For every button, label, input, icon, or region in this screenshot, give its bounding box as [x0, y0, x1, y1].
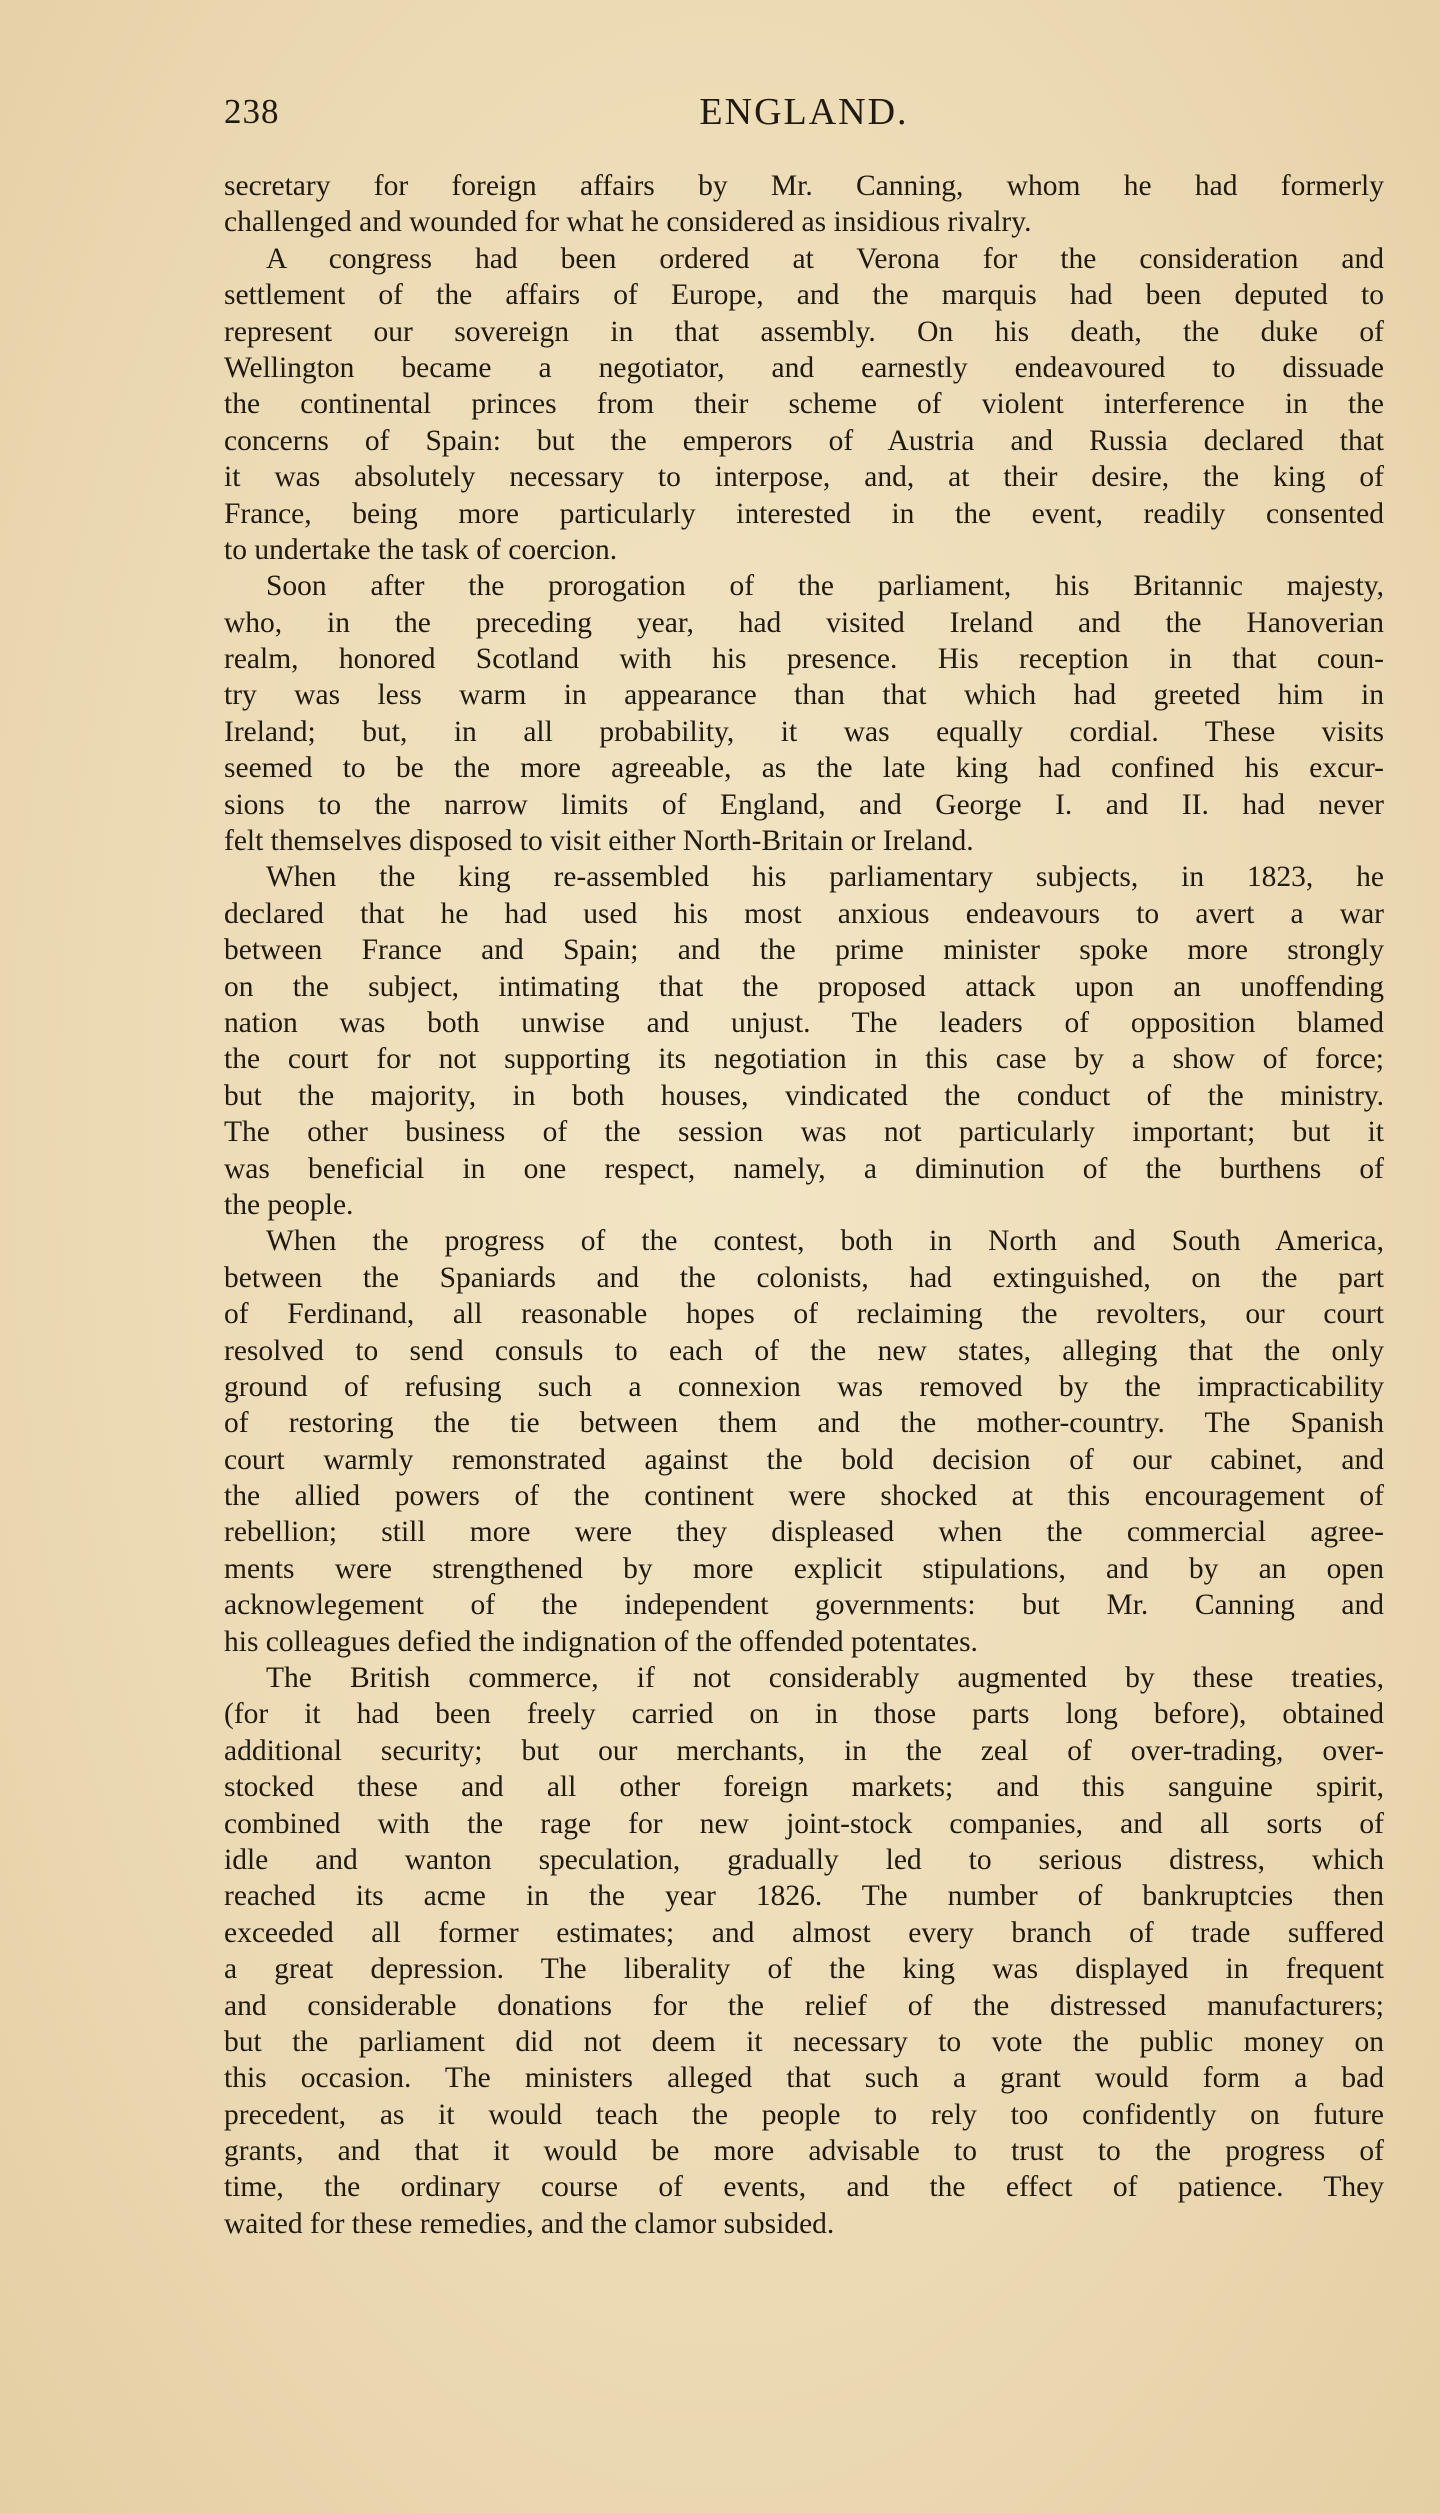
text-line: When the king re-assembled his parliamentary subjects, in 1823, he — [266, 861, 1384, 894]
page-header — [224, 92, 1384, 138]
text-line: A congress had been ordered at Verona for the consideration and — [266, 242, 1384, 275]
text-line: challenged and wounded for what he considered as insidious rivalry. — [224, 206, 1032, 239]
text-line: France, being more particularly interested in the event, readily consented — [224, 497, 1384, 530]
text-line: the court for not supporting its negotiation in this case by a show of force; — [224, 1043, 1384, 1076]
text-line: secretary for foreign affairs by Mr. Canning, whom he had formerly — [224, 170, 1384, 202]
text-line: acknowlegement of the independent governments: but Mr. Canning and — [224, 1589, 1384, 1622]
text-line: who, in the preceding year, had visited Ireland and the Hanoverian — [224, 606, 1384, 639]
text-line: exceeded all former estimates; and almost every branch of trade suffered — [224, 1916, 1384, 1949]
text-line: it was absolutely necessary to interpose, and, at their desire, the king of — [224, 461, 1384, 494]
text-line: the allied powers of the continent were shocked at this encouragement of — [224, 1480, 1384, 1513]
text-line: of Ferdinand, all reasonable hopes of reclaiming the revolters, our court — [224, 1298, 1384, 1331]
text-line: nation was both unwise and unjust. The leaders of opposition blamed — [224, 1006, 1384, 1039]
text-line: seemed to be the more agreeable, as the late king had confined his excur- — [224, 752, 1384, 785]
text-line: precedent, as it would teach the people to rely too confidently on future — [224, 2098, 1384, 2131]
text-line: and considerable donations for the relief of the distressed manufacturers; — [224, 1989, 1384, 2022]
text-line: between France and Spain; and the prime minister spoke more strongly — [224, 934, 1384, 967]
text-line: was beneficial in one respect, namely, a diminution of the burthens of — [224, 1152, 1384, 1185]
text-line: to undertake the task of coercion. — [224, 533, 618, 566]
text-line: stocked these and all other foreign markets; and this sanguine spirit, — [224, 1771, 1384, 1804]
body-text — [224, 168, 1384, 2242]
text-line: settlement of the affairs of Europe, and the marquis had been deputed to — [224, 279, 1384, 312]
text-line: waited for these remedies, and the clamor subsided. — [224, 2207, 835, 2240]
text-line: resolved to send consuls to each of the new states, alleging that the only — [224, 1334, 1384, 1367]
text-line: (for it had been freely carried on in those parts long before), obtained — [224, 1698, 1384, 1731]
text-line: represent our sovereign in that assembly. On his death, the duke of — [224, 315, 1384, 348]
text-line: ground of refusing such a connexion was removed by the impracticability — [224, 1370, 1384, 1403]
text-line: but the majority, in both houses, vindicated the conduct of the ministry. — [224, 1079, 1384, 1112]
text-line: ments were strengthened by more explicit stipulations, and by an open — [224, 1552, 1384, 1585]
text-line: between the Spaniards and the colonists, had extinguished, on the part — [224, 1261, 1384, 1294]
text-line: additional security; but our merchants, in the zeal of over-trading, over- — [224, 1734, 1384, 1767]
text-line: Wellington became a negotiator, and earnestly endeavoured to dissuade — [224, 351, 1384, 384]
text-line: idle and wanton speculation, gradually led to serious distress, which — [224, 1843, 1384, 1876]
text-line: The other business of the session was not particularly important; but it — [224, 1116, 1384, 1149]
text-line: this occasion. The ministers alleged that such a grant would form a bad — [224, 2062, 1384, 2095]
text-line: reached its acme in the year 1826. The number of bankruptcies then — [224, 1880, 1384, 1913]
text-line: but the parliament did not deem it necessary to vote the public money on — [224, 2025, 1384, 2058]
text-line: sions to the narrow limits of England, and George I. and II. had never — [224, 788, 1384, 821]
text-line: concerns of Spain: but the emperors of Austria and Russia declared that — [224, 424, 1384, 457]
running-head: ENGLAND. — [699, 91, 909, 133]
text-line: a great depression. The liberality of the king was displayed in frequent — [224, 1953, 1384, 1986]
text-line: combined with the rage for new joint-stock companies, and all sorts of — [224, 1807, 1384, 1840]
text-line: on the subject, intimating that the proposed attack upon an unoffending — [224, 970, 1384, 1003]
text-line: court warmly remonstrated against the bold decision of our cabinet, and — [224, 1443, 1384, 1476]
text-line: realm, honored Scotland with his presence. His reception in that coun- — [224, 643, 1384, 676]
text-line: Soon after the prorogation of the parliament, his Britannic majesty, — [266, 570, 1384, 603]
text-line: rebellion; still more were they displeased when the commercial agree- — [224, 1516, 1384, 1549]
text-line: his colleagues defied the indignation of the offended potentates. — [224, 1625, 978, 1658]
text-line: the people. — [224, 1188, 354, 1221]
text-line: time, the ordinary course of events, and the effect of patience. They — [224, 2171, 1384, 2204]
text-line: declared that he had used his most anxious endeavours to avert a war — [224, 897, 1384, 930]
page-number: 238 — [224, 92, 280, 131]
text-line: When the progress of the contest, both in North and South America, — [266, 1225, 1384, 1258]
text-line: try was less warm in appearance than that which had greeted him in — [224, 679, 1384, 712]
text-line: grants, and that it would be more advisable to trust to the progress of — [224, 2135, 1384, 2168]
text-line: The British commerce, if not considerably augmented by these treaties, — [266, 1662, 1384, 1695]
text-line: felt themselves disposed to visit either North-Britain or Ireland. — [224, 825, 974, 858]
text-line: of restoring the tie between them and the mother-country. The Spanish — [224, 1407, 1384, 1440]
text-line: the continental princes from their scheme of violent interference in the — [224, 388, 1384, 421]
text-line: Ireland; but, in all probability, it was equally cordial. These visits — [224, 715, 1384, 748]
